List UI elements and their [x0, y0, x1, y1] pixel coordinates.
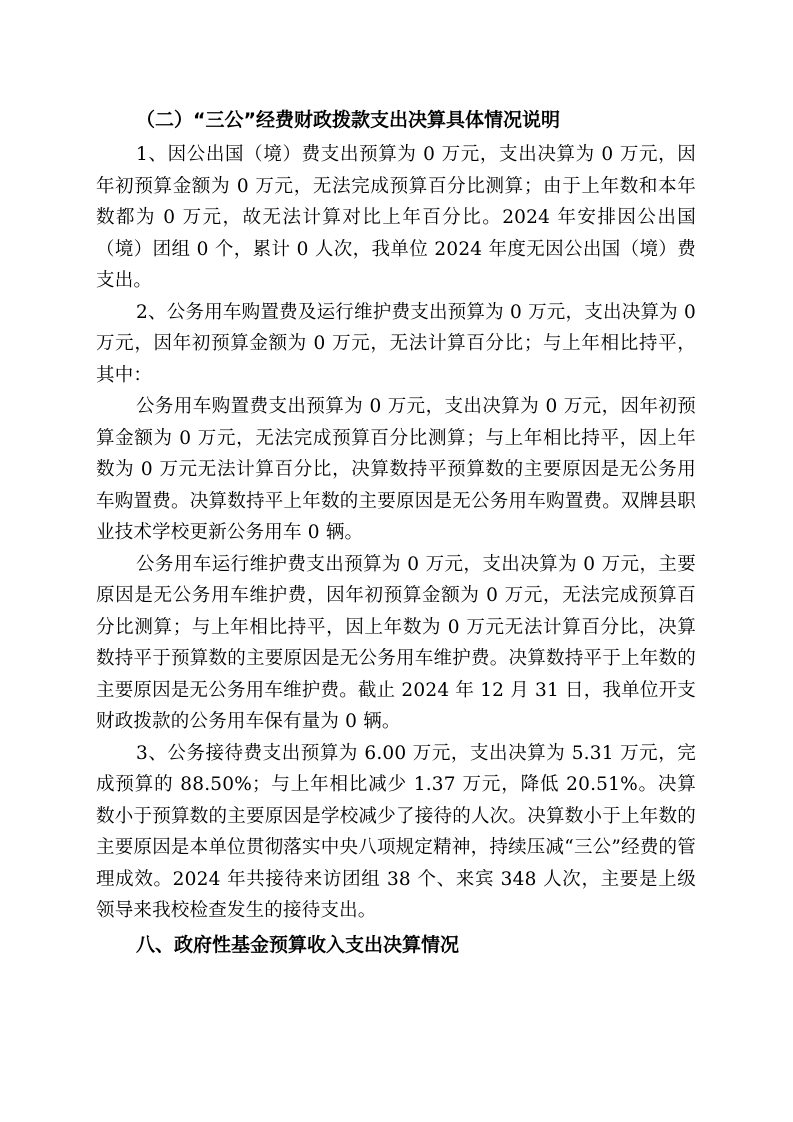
paragraph-vehicle-purchase: 公务用车购置费支出预算为 0 万元，支出决算为 0 万元，因年初预算金额为 0 万元，无法完成预算百分比测算；与上年相比持平，因上年数为 0 万元无法计算百分比，决算数持平预算数的主要原因是无公务用车购置费。决算数持平上年数的主要原因是无公务用车购置费。双牌县职业技术学校更新公务用车 0 辆。 — [96, 396, 696, 543]
paragraph-vehicle-maintenance: 公务用车运行维护费支出预算为 0 万元，支出决算为 0 万元，主要原因是无公务用车维护费，因年初预算金额为 0 万元，无法完成预算百分比测算；与上年相比持平，因上年数为 0 万元无法计算百分比，决算数持平于预算数的主要原因是无公务用车维护费。决算数持平于上年数的主要原因是无公务用车维护费。截止 2024 年 12 月 31 日，我单位开支财政拨款的公务用车保有量为 0 辆。 — [96, 553, 696, 732]
paragraph-outbound-travel: 1、因公出国（境）费支出预算为 0 万元，支出决算为 0 万元，因年初预算金额为 0 万元，无法完成预算百分比测算；由于上年数和本年数都为 0 万元，故无法计算对比上年百分比。2024 年安排因公出国（境）团组 0 个，累计 0 人次，我单位 2024 年度无因公出国（境）费支出。 — [96, 144, 696, 291]
paragraph-reception: 3、公务接待费支出预算为 6.00 万元，支出决算为 5.31 万元，完成预算的 88.50%；与上年相比减少 1.37 万元，降低 20.51%。决算数小于预算数的主要原因是学校减少了接待的人次。决算数小于上年数的主要原因是本单位贯彻落实中央八项规定精神，持续压减“三公”经费的管理成效。2024 年共接待来访团组 38 个、来宾 348 人次，主要是上级领导来我校检查发生的接待支出。 — [96, 742, 696, 921]
section-heading: （二）“三公”经费财政拨款支出决算具体情况说明 — [136, 109, 560, 131]
next-section-heading: 八、政府性基金预算收入支出决算情况 — [136, 933, 460, 956]
page-content — [96, 104, 696, 961]
paragraph-vehicle-total: 2、公务用车购置费及运行维护费支出预算为 0 万元，支出决算为 0 万元，因年初预算金额为 0 万元，无法计算百分比；与上年相比持平，其中： — [96, 301, 696, 386]
